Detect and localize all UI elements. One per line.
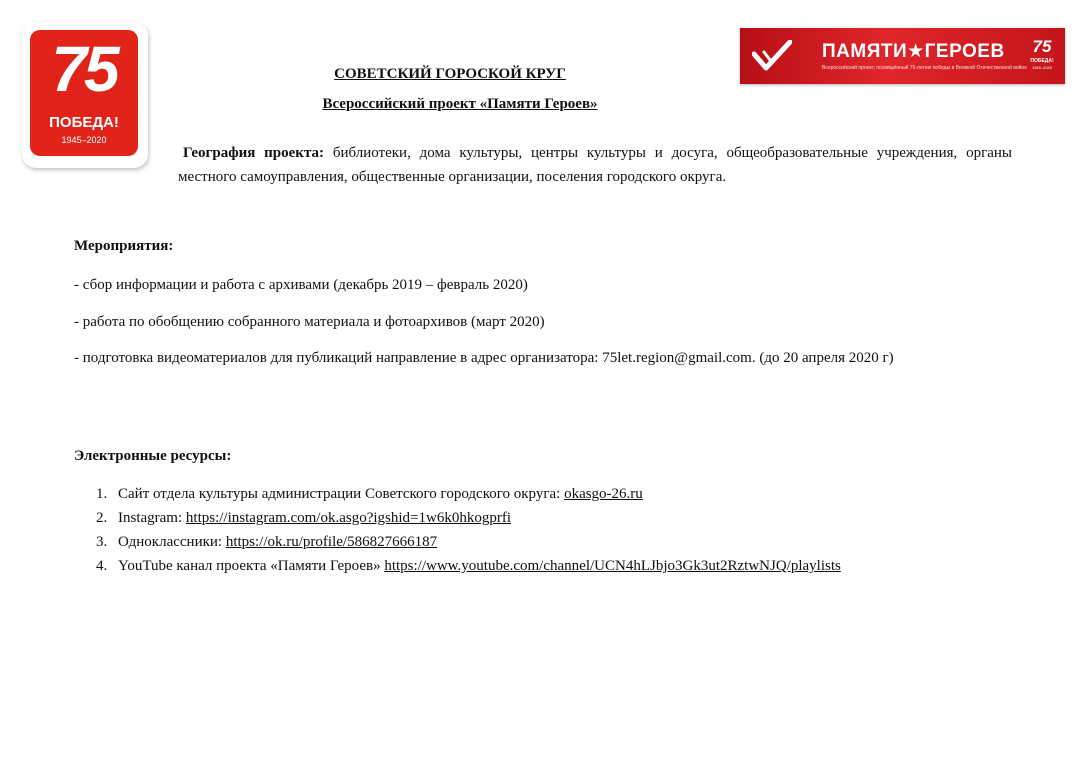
geography-text: библиотеки, дома культуры, центры культуры и досуга, общеобразовательные учреждения, органы местного самоуправления, общественные организации, поселения городского округа. [178,145,1012,185]
resource-item-instagram [96,506,841,530]
resources-heading: Электронные ресурсы: [74,448,232,464]
victory-75-logo-years: 1945–2020 [61,135,107,145]
geography-label: География проекта: [183,145,324,161]
document-subtitle: Всероссийский проект «Памяти Героев» [322,96,598,112]
victory-75-logo-badge [30,30,138,156]
resource-text: Одноклассники: [118,534,226,550]
banner-75-logo-word: ПОБЕДА! [1030,58,1054,64]
resource-text: YouTube канал проекта «Памяти Героев» [118,558,385,574]
resource-link-youtube[interactable]: https://www.youtube.com/channel/UCN4hLJbjo3Gk3ut2RztwNJQ/playlists [384,558,841,574]
resource-link-instagram[interactable]: https://instagram.com/ok.asgo?igshid=1w6k0hkogprfi [185,510,511,526]
banner-75-logo-number: 75 [1032,37,1052,56]
document-title: СОВЕТСКИЙ ГОРОСКОЙ КРУГ [334,66,566,82]
geography-paragraph [178,141,1012,189]
banner-75-logo-years: 1945–2020 [1031,65,1053,70]
resources-list [96,482,841,578]
resource-item-youtube [96,554,841,578]
resource-number: 4. [96,558,108,574]
event-item-materials: - работа по обобщению собранного материала и фотоархивов (март 2020) [74,314,545,330]
resource-text: Instagram: [118,510,186,526]
resource-text: Сайт отдела культуры администрации Советского городского округа: [118,486,565,502]
victory-75-logo [22,22,148,168]
resource-number: 1. [96,486,108,502]
banner-subtitle: Всероссийский проект, посвящённый 75-летию победы в Великой Отечественной войне [822,65,1027,71]
event-item-archives: - сбор информации и работа с архивами (декабрь 2019 – февраль 2020) [74,277,528,293]
pamyati-geroev-banner [740,28,1065,84]
resource-number: 3. [96,534,108,550]
banner-title: ПАМЯТИ★ГЕРОЕВ [822,41,1005,62]
victory-75-logo-number: 75 [51,33,117,105]
checkmark-logo-icon [752,40,792,72]
resource-number: 2. [96,510,108,526]
event-item-video: - подготовка видеоматериалов для публикаций направление в адрес организатора: 75let.region@gmail.com. (до 20 апреля 2020 г) [74,350,894,366]
resource-link-odnoklassniki[interactable]: https://ok.ru/profile/586827666187 [225,534,438,550]
resource-item-odnoklassniki [96,530,841,554]
events-heading: Мероприятия: [74,238,174,254]
victory-75-logo-word: ПОБЕДА! [49,114,119,131]
resource-item-website [96,482,841,506]
resource-link-website[interactable]: okasgo-26.ru [564,486,643,502]
